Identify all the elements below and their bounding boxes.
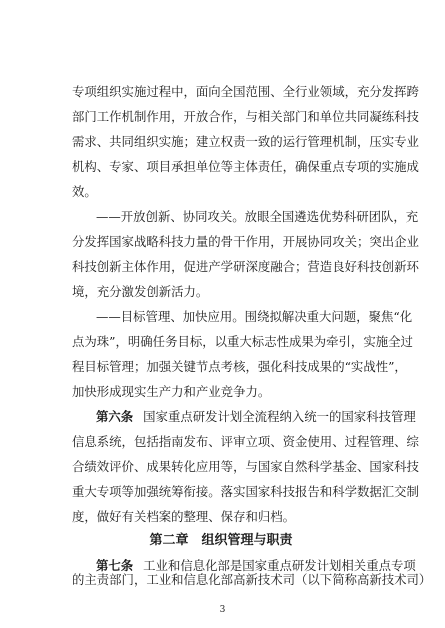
text-line: 加快形成现实生产力和产业竞争力。: [72, 384, 271, 399]
text-line: 科技创新主体作用，促进产学研深度融合；营造良好科技创新环: [72, 259, 419, 274]
text-line: 机构、专家、项目承担单位等主体责任，确保重点专项的实施成: [72, 159, 419, 174]
text-line: 度，做好有关档案的整理、保存和归档。: [72, 509, 296, 524]
text-line: 需求、共同组织实施；建立权责一致的运行管理机制，压实专业: [72, 134, 419, 149]
text-line: 点为珠”，明确任务目标，以重大标志性成果为牵引，实施全过: [72, 334, 413, 349]
text-line: 境，充分激发创新活力。: [72, 284, 209, 299]
text-line: 国家重点研发计划全流程纳入统一的国家科技管理: [143, 409, 416, 424]
text-line: 分发挥国家战略科技力量的骨干作用，开展协同攻关；突出企业: [72, 234, 419, 249]
article-label: 第七条: [96, 558, 134, 573]
chapter-title: 第二章 组织管理与职责: [149, 533, 293, 548]
text-line: 专项组织实施过程中，面向全国范围、全行业领域，充分发挥跨: [72, 84, 419, 99]
text-line: 重大专项等加强统筹衔接。落实国家科技报告和科学数据汇交制: [72, 484, 419, 499]
text-line: 的主责部门，工业和信息化部高新技术司（以下简称高新技术司）: [72, 572, 432, 587]
text-line: 程目标管理；加强关键节点考核，强化科技成果的“实战性”，: [72, 359, 407, 374]
text-line: 效。: [72, 184, 97, 199]
text-line: 合绩效评价、成果转化应用等，与国家自然科学基金、国家科技: [72, 459, 419, 474]
text-line: 工业和信息化部是国家重点研发计划相关重点专项: [143, 558, 416, 573]
text-line: ——目标管理、加快应用。围绕拟解决重大问题，聚焦“化: [96, 309, 413, 324]
text-line: ——开放创新、协同攻关。放眼全国遴选优势科研团队，充: [96, 209, 419, 224]
page-number: 3: [219, 605, 226, 615]
text-line: 部门工作机制作用，开放合作，与相关部门和单位共同凝练科技: [72, 109, 419, 124]
article-first-line: [96, 409, 416, 425]
text-line: 信息系统，包括指南发布、评审立项、资金使用、过程管理、综: [72, 434, 419, 449]
article-label: 第六条: [96, 409, 134, 424]
